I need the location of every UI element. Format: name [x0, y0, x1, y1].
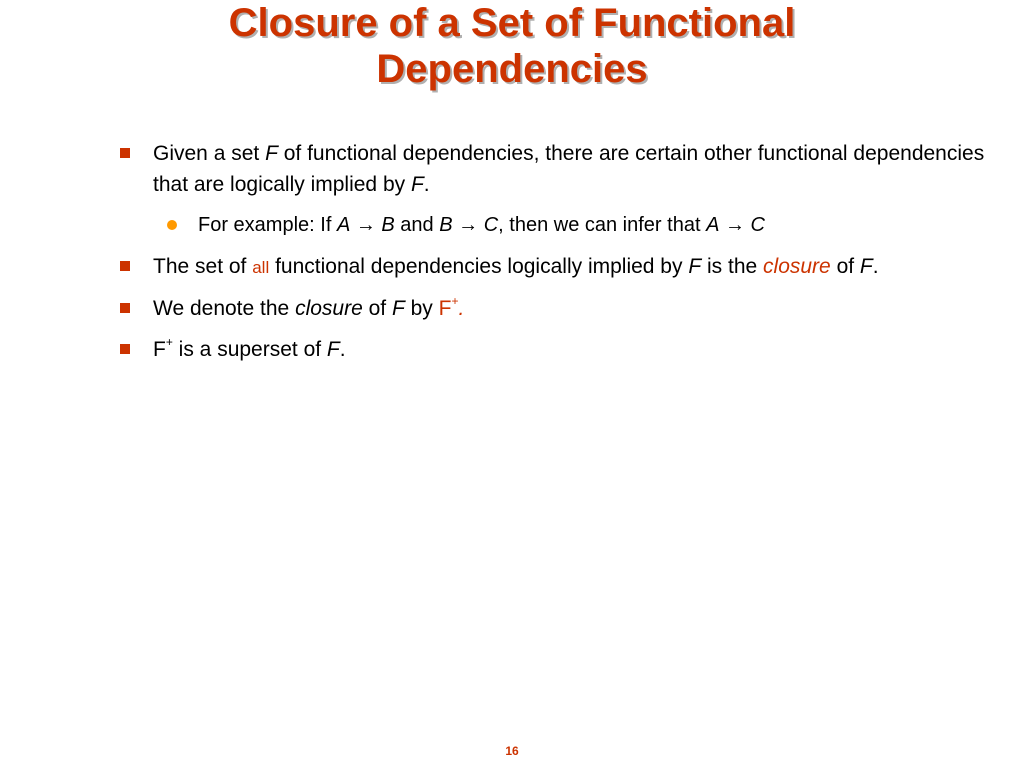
slide-title — [0, 0, 1024, 92]
sub-bullet-example — [164, 210, 998, 241]
bullet-text: is a superset of — [172, 338, 327, 361]
var-A: A — [336, 214, 351, 236]
var-F: F — [410, 173, 424, 196]
f-plus-base: F — [153, 338, 166, 361]
bullet-text: is the — [701, 255, 764, 278]
bullet-text: , then we can infer that — [498, 214, 707, 236]
var-C: C — [483, 214, 499, 236]
slide-body — [118, 138, 998, 375]
square-bullet-icon — [120, 344, 130, 354]
slide-title-line-2: Dependencies — [376, 47, 648, 91]
f-plus-base: F — [438, 297, 452, 320]
emphasis-closure: closure — [763, 255, 831, 278]
bullet-text: of functional dependencies, there are certain other functional dependencies that are logically implied by — [153, 142, 985, 196]
var-F: F — [859, 255, 873, 278]
f-plus-period: . — [458, 297, 465, 320]
arrow-symbol: → — [452, 214, 484, 236]
var-B: B — [381, 214, 395, 236]
bullet-text: . — [872, 255, 879, 278]
bullet-text: of — [830, 255, 860, 278]
bullet-superset — [118, 334, 998, 365]
f-plus-superscript: + — [165, 335, 173, 349]
bullet-text: functional dependencies logically implied by — [269, 255, 689, 278]
var-A: A — [706, 214, 720, 236]
term-closure: closure — [295, 297, 363, 320]
bullet-text: and — [394, 214, 440, 236]
square-bullet-icon — [120, 261, 130, 271]
slide-title-line-1: Closure of a Set of Functional — [228, 1, 796, 45]
bullet-text: by — [404, 297, 439, 320]
bullet-text: For example: If — [198, 214, 337, 236]
bullet-text: of — [362, 297, 392, 320]
bullet-text: . — [423, 173, 430, 196]
bullet-text: . — [339, 338, 346, 361]
var-F: F — [326, 338, 340, 361]
bullet-text: We denote the — [153, 297, 296, 320]
var-B: B — [439, 214, 453, 236]
bullet-denote-closure — [118, 293, 998, 324]
bullet-given-set — [118, 138, 998, 200]
page-number: 16 — [505, 744, 519, 758]
var-C: C — [750, 214, 765, 236]
bullet-set-of-all — [118, 251, 998, 283]
arrow-symbol: → — [350, 214, 382, 236]
var-F: F — [391, 297, 405, 320]
bullet-text: Given a set — [153, 142, 266, 165]
f-plus-superscript: + — [451, 294, 459, 308]
bullet-text: The set of — [153, 255, 253, 278]
square-bullet-icon — [120, 148, 130, 158]
dot-bullet-icon — [167, 220, 177, 230]
var-F: F — [265, 142, 278, 165]
arrow-symbol: → — [719, 214, 751, 236]
f-plus-notation — [438, 294, 465, 320]
emphasis-all: all — [252, 258, 270, 277]
var-F: F — [688, 255, 702, 278]
square-bullet-icon — [120, 303, 130, 313]
